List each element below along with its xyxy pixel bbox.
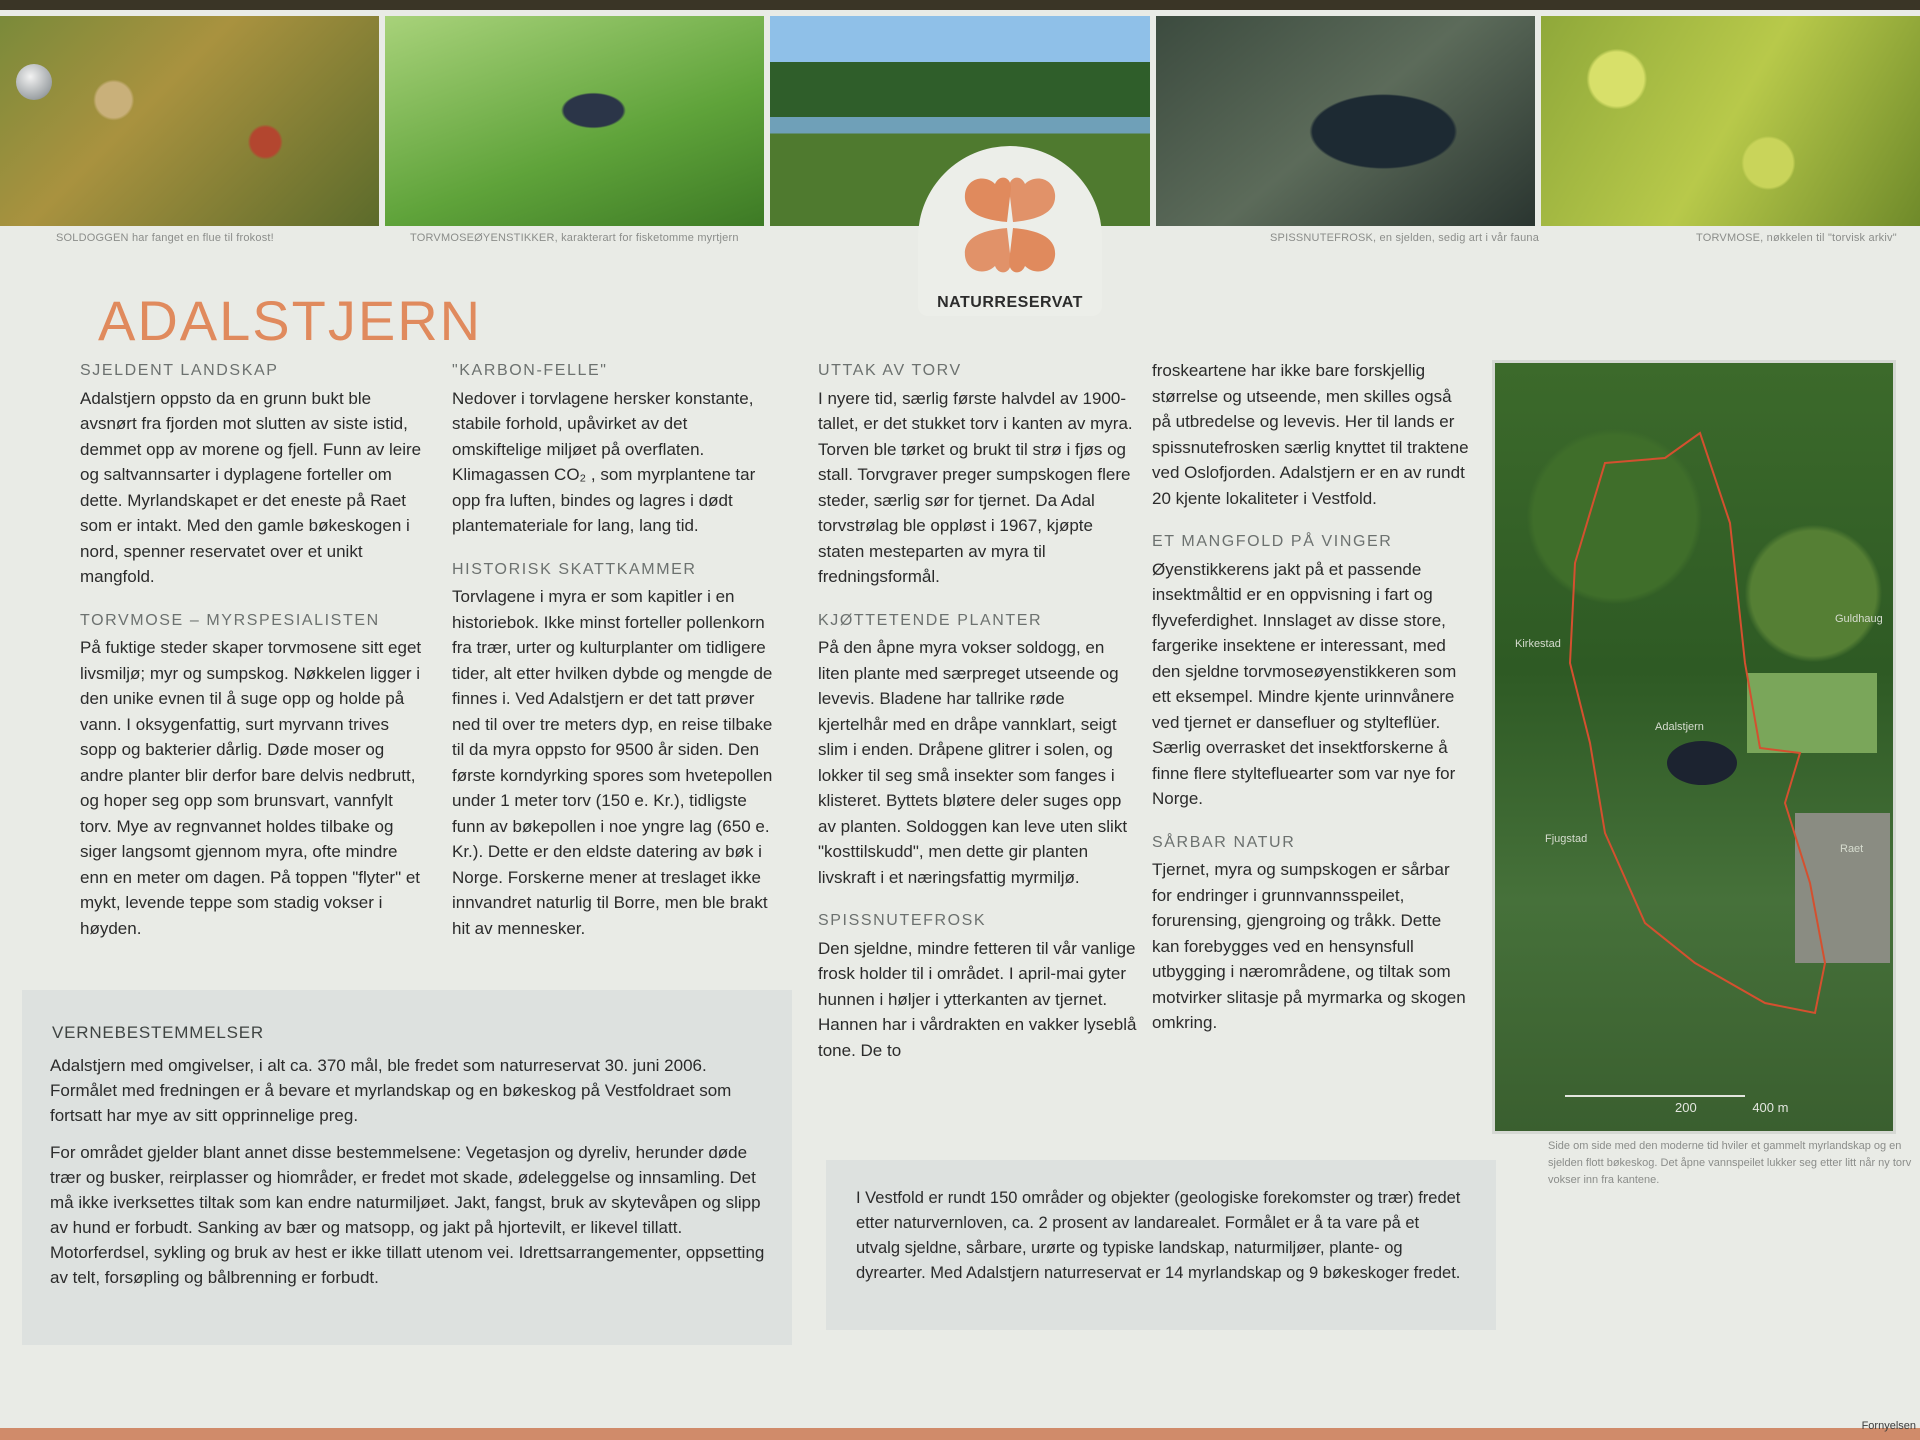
page-title: ADALSTJERN	[98, 289, 483, 352]
column-3	[818, 358, 1138, 1081]
text-kjottetende-planter: På den åpne myra vokser soldogg, en liten plante med særpreget utseende og levevis. Bladene har tallrike røde kjertelhår med en dråpe vannklart, seigt slim i enden. Dråpene glitrer i solen, og lokker til seg små insekter som fanges i klisteret. Byttets bløtere deler suges opp av planten. Soldoggen kan leve uten slikt "kosttilskudd", men dette gir planten livskraft i et næringsfattig myrmiljø.	[818, 638, 1128, 887]
frog-photo	[1156, 16, 1535, 226]
vestfold-info-box	[826, 1160, 1496, 1330]
naturreservat-logo	[918, 146, 1102, 316]
photo-caption-4: TORVMOSE, nøkkelen til "torvisk arkiv"	[1696, 232, 1897, 244]
text-sjeldent-landskap: Adalstjern oppsto da en grunn bukt ble avsnørt fra fjorden mot slutten av siste istid, demmet opp av morene og fjell. Funn av leire og saltvannsarter i dyplagene forteller om dette. Myrlandskapet er det eneste på Raet som er intakt. Med den gamle bøkeskogen i nord, spenner reservatet over et unikt mangfold.	[80, 388, 422, 586]
text-vestfold-info: I Vestfold er rundt 150 områder og objekter (geologiske forekomster og trær) fredet etter naturvernloven, ca. 2 prosent av landarealet. Formålet er å ta vare på et utvalg sjeldne, sårbare, urørte og typiske landskap, naturmiljøer, plante- og dyrearter. Med Adalstjern naturreservat er 14 myrlandskap og 9 bøkeskoger fredet.	[856, 1189, 1461, 1282]
map-label-kirkestad: Kirkestad	[1515, 638, 1561, 650]
photo-caption-1: SOLDOGGEN har fanget en flue til frokost!	[56, 232, 274, 244]
sundew-photo	[0, 16, 379, 226]
map-label-fjugstad: Fjugstad	[1545, 833, 1588, 845]
heading-sjeldent-landskap: SJELDENT LANDSKAP	[80, 362, 279, 379]
text-spissnutefrosk: Den sjeldne, mindre fetteren til vår vanlige frosk holder til i området. I april-mai gyter hunnen i høljer i ytterkanten av tjernet. Hannen har i vårdrakten en vakker lyseblå tone. De to	[818, 938, 1137, 1060]
heading-karbon-felle: "KARBON-FELLE"	[452, 362, 608, 379]
map-label-raet: Raet	[1840, 843, 1864, 855]
photo-caption-2: TORVMOSEØYENSTIKKER, karakterart for fisketomme myrtjern	[410, 232, 739, 244]
dragonfly-photo	[385, 16, 764, 226]
heading-historisk-skattkammer: HISTORISK SKATTKAMMER	[452, 560, 697, 578]
heading-vernebestemmelser: VERNEBESTEMMELSER	[52, 1023, 264, 1042]
heading-uttak-av-torv: UTTAK AV TORV	[818, 362, 962, 379]
map-scale-end: 400 m	[1752, 1100, 1789, 1115]
map-label-guldhaug: Guldhaug	[1835, 613, 1883, 625]
heading-torvmose: TORVMOSE – MYRSPESIALISTEN	[80, 611, 380, 629]
sign-board	[0, 10, 1920, 1440]
map-label-adalstjern: Adalstjern	[1655, 721, 1704, 733]
text-historisk-skattkammer: Torvlagene i myra er som kapitler i en historiebok. Ikke minst forteller pollenkorn fra trær, urter og kulturplanter om tidligere tider, alt etter hvilken dybde og mengde de finnes i. Ved Adalstjern er det tatt prøver ned til over tre meters dyp, en reise tilbake til da myra oppsto for 9500 år siden. Den første korndyrking spores som hvetepollen under 1 meter torv (150 e. Kr.), tidligste funn av bøkepollen i noe yngre lag (650 e. Kr.). Dette er den eldste datering av bøk i Norge. Forskerne mener at treslaget ikke innvandret naturlig til Borre, men ble brakt hit av mennesker.	[452, 587, 773, 938]
heading-spissnutefrosk: SPISSNUTEFROSK	[818, 912, 987, 929]
map-scale-bar	[1565, 1085, 1788, 1115]
column-2	[452, 358, 778, 959]
map-scale-mid: 200	[1675, 1100, 1697, 1115]
text-uttak-av-torv: I nyere tid, særlig første halvdel av 1900-tallet, er det stukket torv i kanten av myra. Torven ble tørket og brukt til strø i fjøs og stall. Torvgraver preger sumpskogen flere steder, særlig sør for tjernet. Da Adal torvstrølag ble oppløst i 1967, kjøpte staten mesteparten av myra til fredningsformål.	[818, 388, 1133, 586]
column-4	[1152, 358, 1470, 1054]
heading-mangfold-pa-vinger: ET MANGFOLD PÅ VINGER	[1152, 533, 1393, 550]
text-torvmose: På fuktige steder skaper torvmosene sitt eget livsmiljø; myr og sumpskog. Nøkkelen ligger i den unike evnen til å suge opp og holde på vann. I oksygenfattig, surt myrvann trives sopp og bakterier dårlig. Døde moser og andre planter blir derfor bare delvis nedbrutt, og hoper seg opp som brunsvart, vannfylt torv. Mye av regnvannet holdes tilbake og siger langsomt gjennom myra, ofte mindre enn en meter om dagen. På toppen "flyter" et mykt, levende teppe som stadig vokser i høyden.	[80, 638, 422, 938]
footer-text: Fornyelsen	[1861, 1420, 1916, 1432]
reserve-emblem-icon	[945, 170, 1075, 280]
logo-label: NATURRESERVAT	[937, 294, 1083, 311]
text-karbon-felle: Nedover i torvlagene hersker konstante, stabile forhold, upåvirket av det omskiftelige miljøet på overflaten. Klimagassen CO₂ , som myrplantene tar opp fra luften, bindes og lagres i dødt plantemateriale for lang, lang tid.	[452, 388, 756, 535]
text-froskeartene: froskeartene har ikke bare forskjellig størrelse og utseende, men skilles også på utbredelse og levevis. Her til lands er spissnutefrosken særlig knyttet til traktene ved Oslofjorden. Adalstjern er en av rundt 20 kjente lokaliteter i Vestfold.	[1152, 361, 1469, 508]
peat-moss-photo	[1541, 16, 1920, 226]
heading-sarbar-natur: SÅRBAR NATUR	[1152, 833, 1296, 851]
map-caption: Side om side med den moderne tid hviler et gammelt myrlandskap og en sjelden flott bøkeskog. Det åpne vannspeilet lukker seg etter litt når ny torv vokser inn fra kantene.	[1548, 1140, 1912, 1186]
text-sarbar-natur: Tjernet, myra og sumpskogen er sårbar for endringer i grunnvannsspeilet, forurensing, gjengroing og tråkk. Dette kan forebygges ved en hensynsfull utbygging i nærområdene, og tiltak som motvirker slitasje på myrmarka og skogen omkring.	[1152, 860, 1466, 1032]
aerial-map	[1492, 360, 1896, 1134]
text-mangfold-pa-vinger: Øyenstikkerens jakt på et passende insektmåltid er en oppvisning i fart og flyveferdighet. Innslaget av disse store, fargerike insektene er interessant, med den sjeldne torvmoseøyenstikkeren som ett eksempel. Mindre kjente urinnvånere ved tjernet er dansefluer og stylteflüer. Særlig overrasket det insektforskerne å finne flere styltefluearter som var nye for Norge.	[1152, 559, 1457, 808]
screw-icon	[16, 64, 52, 100]
footer-bar	[0, 1428, 1920, 1440]
text-fredning: Adalstjern med omgivelser, i alt ca. 370 mål, ble fredet som naturreservat 30. juni 2006. Formålet med fredningen er å bevare et myrlandskap og en bøkeskog på Vestfoldraet som fortsatt har mye av sitt opprinnelige preg.	[50, 1056, 732, 1125]
vernebestemmelser-box	[22, 990, 792, 1345]
reserve-boundary	[1495, 363, 1893, 1131]
text-bestemmelser: For området gjelder blant annet disse bestemmelsene: Vegetasjon og dyreliv, herunder døde trær og busker, reirplasser og hiområder, er fredet mot skade, ødeleggelse og innsamling. Det må ikke iverksettes tiltak som kan endre naturmiljøet. Jakt, fangst, bruk av skytevåpen og slipp av hund er forbudt. Sanking av bær og matsopp, og jakt på hjortevilt, er likevel tillatt. Motorferdsel, sykling og bruk av hest er ikke tillatt utenom vei. Idrettsarrangementer, oppsetting av telt, forsøpling og bålbrenning er forbudt.	[50, 1143, 765, 1287]
photo-caption-3: SPISSNUTEFROSK, en sjelden, sedig art i vår fauna	[1270, 232, 1540, 244]
heading-kjottetende-planter: KJØTTETENDE PLANTER	[818, 611, 1043, 629]
column-1	[80, 358, 428, 959]
